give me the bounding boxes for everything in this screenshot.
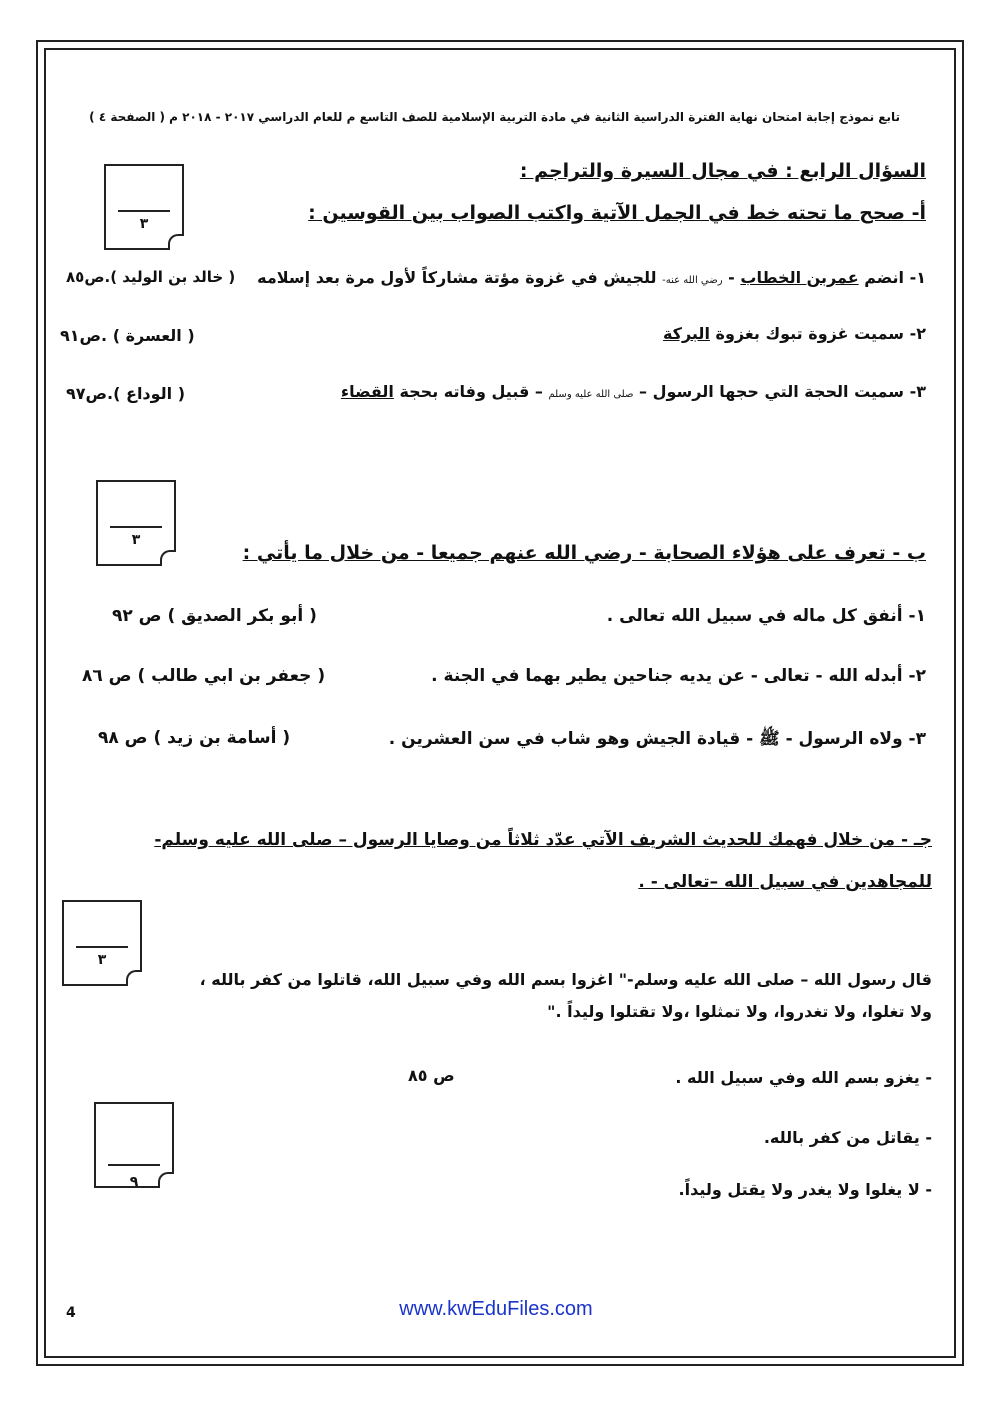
- score-box-part-b: [96, 480, 176, 566]
- question-title: السؤال الرابع : في مجال السيرة والتراجم :: [519, 160, 926, 182]
- part-c-page-ref: ص ٨٥: [408, 1066, 455, 1085]
- part-a-item-1: ١- انضم عمربن الخطاب - رضي الله عنه- للجيش في غزوة مؤتة مشاركاً لأول مرة بعد إسلامه: [257, 268, 926, 287]
- part-b-item-1: ١- أنفق كل ماله في سبيل الله تعالى .: [606, 606, 926, 626]
- score-value: ٣: [131, 532, 141, 548]
- part-a-item-3: ٣- سميت الحجة التي حجها الرسول – صلى الله عليه وسلم – قبيل وفاته بحجة القضاء: [340, 382, 926, 401]
- part-c-answer-2: - يقاتل من كفر بالله.: [763, 1128, 932, 1147]
- part-c-title-line-2: للمجاهدين في سبيل الله –تعالى - .: [638, 872, 932, 892]
- part-a-answer-2: ( العسرة ) .ص٩١: [60, 326, 195, 345]
- score-box-part-c: [62, 900, 142, 986]
- part-a-answer-3: ( الوداع ).ص٩٧: [66, 384, 186, 403]
- hadith-line-1: قال رسول الله – صلى الله عليه وسلم-" اغزوا بسم الله وفي سبيل الله، قاتلوا من كفر بالله ،: [199, 970, 932, 989]
- score-box-part-a: [104, 164, 184, 250]
- part-b-item-3: ٣- ولاه الرسول - ﷺ - قيادة الجيش وهو شاب في سن العشرين .: [388, 729, 926, 749]
- hadith-line-2: ولا تغلوا، ولا تغدروا، ولا تمثلوا ،ولا تقتلوا وليداً .": [547, 1002, 932, 1021]
- score-value: ٩: [129, 1174, 139, 1190]
- underlined-term: عمربن الخطاب: [740, 268, 859, 287]
- part-b-answer-1: ( أبو بكر الصديق ) ص ٩٢: [112, 606, 317, 626]
- part-c-answer-3: - لا يغلوا ولا يغدر ولا يقتل وليداً.: [678, 1180, 932, 1199]
- part-b-title: ب - تعرف على هؤلاء الصحابة - رضي الله عنهم جميعا - من خلال ما يأتي :: [242, 542, 926, 564]
- score-value: ٣: [97, 952, 107, 968]
- score-box-total: [94, 1102, 174, 1188]
- part-a-answer-1: ( خالد بن الوليد ).ص٨٥: [66, 268, 236, 286]
- part-b-answer-2: ( جعفر بن ابي طالب ) ص ٨٦: [82, 666, 326, 686]
- underlined-term: القضاء: [340, 382, 394, 401]
- score-value: ٣: [139, 216, 149, 232]
- part-c-answer-1: - يغزو بسم الله وفي سبيل الله .: [675, 1068, 932, 1087]
- part-b-answer-3: ( أسامة بن زيد ) ص ٩٨: [98, 728, 291, 748]
- part-c-title-line-1: جـ - من خلال فهمك للحديث الشريف الآتي عدّد ثلاثاً من وصايا الرسول – صلى الله عليه وسلم-: [154, 830, 932, 850]
- footer-url[interactable]: www.kwEduFiles.com: [399, 1298, 593, 1320]
- underlined-term: البركة: [662, 324, 710, 343]
- page-number: 4: [66, 1305, 76, 1321]
- page-header: تابع نموذج إجابة امتحان نهاية الفترة الدراسية الثانية في مادة التربية الإسلامية للصف التاسع م للعام الدراسي ٢٠١٧ - ٢٠١٨ م ( الصفحة ٤ ): [89, 110, 900, 124]
- part-b-item-2: ٢- أبدله الله - تعالى - عن يديه جناحين يطير بهما في الجنة .: [431, 666, 926, 686]
- part-a-item-2: ٢- سميت غزوة تبوك بغزوة البركة: [662, 324, 926, 343]
- part-a-title: أ- صحح ما تحته خط في الجمل الآتية واكتب الصواب بين القوسين :: [308, 202, 926, 224]
